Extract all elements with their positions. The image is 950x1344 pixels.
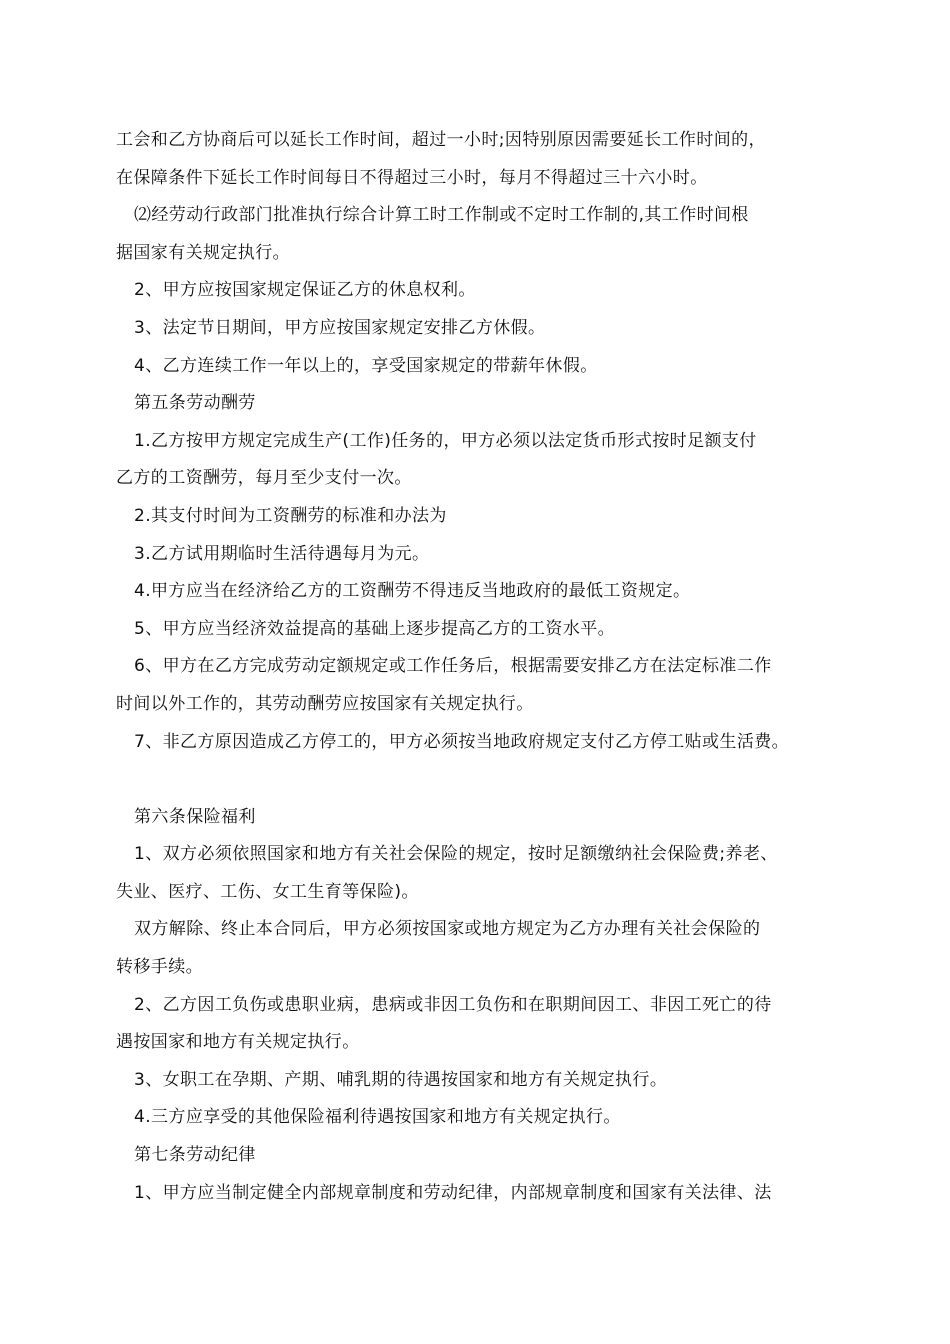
section-heading: 第六条保险福利: [134, 806, 256, 827]
document-body: [116, 122, 856, 1212]
paragraph-line: 据国家有关规定执行。: [116, 242, 290, 263]
paragraph-line: 转移手续。: [116, 957, 203, 978]
paragraph-line: 5、甲方应当经济效益提高的基础上逐步提高乙方的工资水平。: [134, 618, 616, 639]
paragraph-line: 时间以外工作的，其劳动酬劳应按国家有关规定执行。: [116, 693, 534, 714]
paragraph-line: 2、甲方应按国家规定保证乙方的休息权利。: [134, 280, 476, 301]
paragraph-line: 失业、医疗、工伤、女工生育等保险)。: [116, 881, 419, 902]
paragraph-line: 在保障条件下延长工作时间每日不得超过三小时，每月不得超过三十六小时。: [116, 167, 708, 188]
paragraph-line: 遇按国家和地方有关规定执行。: [116, 1032, 360, 1053]
paragraph-line: 7、非乙方原因造成乙方停工的，甲方必须按当地政府规定支付乙方停工贴或生活费。: [134, 731, 790, 752]
blank-line: [116, 761, 856, 799]
paragraph-line: ⑵经劳动行政部门批准执行综合计算工时工作制或不定时工作制的,其工作时间根: [134, 205, 749, 226]
section-heading: 第五条劳动酬劳: [134, 393, 256, 414]
paragraph-line: 双方解除、终止本合同后，甲方必须按国家或地方规定为乙方办理有关社会保险的: [134, 919, 761, 940]
paragraph-line: 乙方的工资酬劳，每月至少支付一次。: [116, 468, 412, 489]
paragraph-line: 3、法定节日期间，甲方应按国家规定安排乙方休假。: [134, 317, 546, 338]
paragraph-line: 工会和乙方协商后可以延长工作时间，超过一小时;因特别原因需要延长工作时间的，: [116, 130, 766, 150]
paragraph-line: 4.甲方应当在经济给乙方的工资酬劳不得违反当地政府的最低工资规定。: [134, 581, 691, 602]
paragraph-line: 3.乙方试用期临时生活待遇每月为元。: [134, 543, 430, 564]
paragraph-line: 4.三方应享受的其他保险福利待遇按国家和地方有关规定执行。: [134, 1107, 621, 1128]
paragraph-line: 4、乙方连续工作一年以上的，享受国家规定的带薪年休假。: [134, 355, 598, 376]
paragraph-line: 1、双方必须依照国家和地方有关社会保险的规定，按时足额缴纳社会保险费;养老、: [134, 844, 778, 865]
paragraph-line: 3、女职工在孕期、产期、哺乳期的待遇按国家和地方有关规定执行。: [134, 1069, 668, 1090]
section-heading: 第七条劳动纪律: [134, 1145, 256, 1166]
paragraph-line: 1、甲方应当制定健全内部规章制度和劳动纪律，内部规章制度和国家有关法律、法: [134, 1182, 772, 1203]
paragraph-line: 1.乙方按甲方规定完成生产(工作)任务的，甲方必须以法定货币形式按时足额支付: [134, 430, 757, 451]
paragraph-line: 2.其支付时间为工资酬劳的标准和办法为: [134, 505, 447, 526]
paragraph-line: 6、甲方在乙方完成劳动定额规定或工作任务后，根据需要安排乙方在法定标准二作: [134, 656, 772, 677]
paragraph-line: 2、乙方因工负伤或患职业病，患病或非因工负伤和在职期间因工、非因工死亡的待: [134, 994, 772, 1015]
